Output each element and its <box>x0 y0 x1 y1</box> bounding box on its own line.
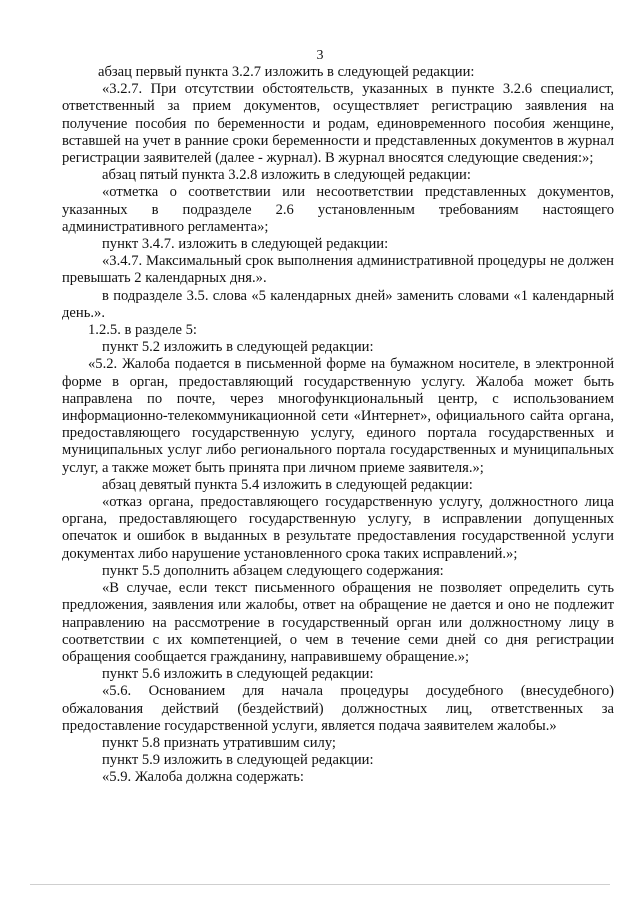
paragraph: «5.2. Жалоба подается в письменной форме на бумажном носителе, в электронной форме в орган, предоставляющий государственную услугу. Жалоба может быть направлена по почте, через многофункциональный центр, с использованием информационно-телекоммуникационной сети «Интернет», официального сайта органа, предоставляющего государственную услугу, единого портала государственных и муниципальных услуг либо регионального портала государственных и муниципальных услуг, а также может быть принята при личном приеме заявителя.»; <box>62 356 614 476</box>
paragraph: «3.4.7. Максимальный срок выполнения административной процедуры не должен превышать 2 календарных дня.». <box>62 253 614 287</box>
page-number: 3 <box>316 48 324 63</box>
paragraph: абзац пятый пункта 3.2.8 изложить в следующей редакции: <box>102 167 471 184</box>
paragraph: пункт 3.4.7. изложить в следующей редакции: <box>102 236 389 253</box>
paragraph: «В случае, если текст письменного обращения не позволяет определить суть предложения, заявления или жалобы, ответ на обращение не дается и оно не подлежит направлению на рассмотрение в государственный орган или должностному лицу в соответствии с их компетенцией, о чем в течение семи дней со дня регистрации обращения сообщается гражданину, направившему обращение.»; <box>62 580 614 665</box>
paragraph: абзац первый пункта 3.2.7 изложить в следующей редакции: <box>98 64 475 80</box>
paragraph: в подразделе 3.5. слова «5 календарных дней» заменить словами «1 календарный день.». <box>62 287 614 321</box>
paragraph: пункт 5.2 изложить в следующей редакции: <box>102 339 374 356</box>
document-body <box>62 64 614 787</box>
paragraph: «5.6. Основанием для начала процедуры досудебного (внесудебного) обжалования действий (бездействий) должностных лиц, ответственных за предоставление государственной услуги, является подача заявителем жалобы.» <box>62 683 614 734</box>
paragraph: абзац девятый пункта 5.4 изложить в следующей редакции: <box>102 476 473 493</box>
paragraph: «3.2.7. При отсутствии обстоятельств, указанных в пункте 3.2.6 специалист, ответственный за прием документов, осуществляет регистрацию заявления на получение пособия по беременности и родам, единовременного пособия женщине, вставшей на учет в ранние сроки беременности и представленных документов в журнал регистрации заявителей (далее - журнал). В журнал вносятся следующие сведения:»; <box>62 81 614 167</box>
paragraph: «отметка о соответствии или несоответствии представленных документов, указанных в подразделе 2.6 установленным требованиям настоящего административного регламента»; <box>62 184 614 235</box>
scan-edge-line <box>30 884 610 885</box>
paragraph: «5.9. Жалоба должна содержать: <box>102 769 304 786</box>
paragraph: «отказ органа, предоставляющего государственную услугу, должностного лица органа, предоставляющего государственную услугу, в исправлении допущенных опечаток и ошибок в выданных в результате предоставления государственной услуги документах либо нарушение установленного срока таких исправлений.»; <box>62 494 614 562</box>
paragraph: пункт 5.8 признать утратившим силу; <box>102 734 336 751</box>
paragraph: пункт 5.5 дополнить абзацем следующего содержания: <box>102 562 444 579</box>
paragraph: 1.2.5. в разделе 5: <box>88 322 197 339</box>
paragraph: пункт 5.6 изложить в следующей редакции: <box>102 666 374 683</box>
paragraph: пункт 5.9 изложить в следующей редакции: <box>102 752 374 769</box>
